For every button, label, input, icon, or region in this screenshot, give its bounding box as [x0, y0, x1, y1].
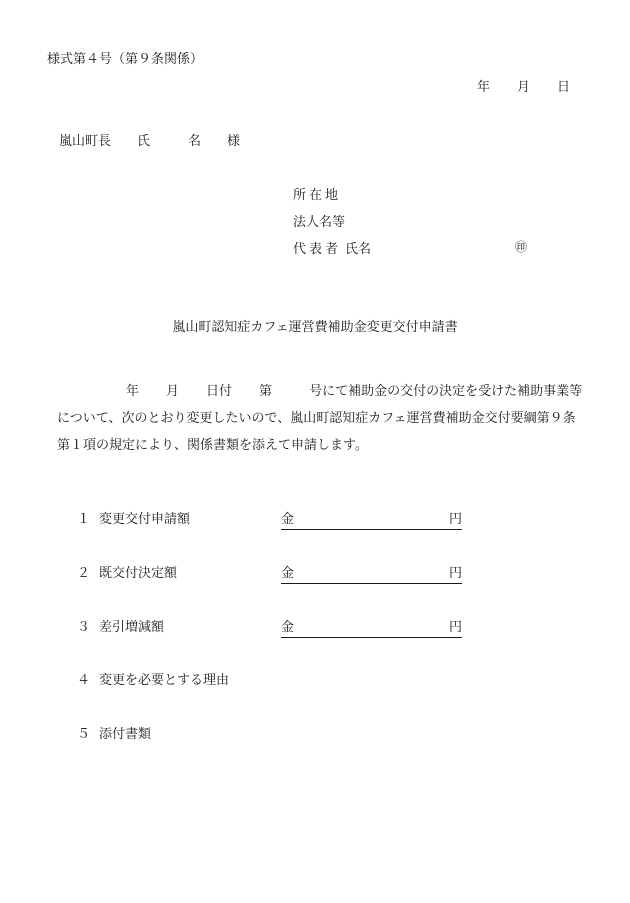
item-number: ３ — [77, 620, 91, 635]
applicant-rep — [293, 243, 371, 256]
date-month: 月 — [516, 80, 530, 95]
amount-field-2 — [281, 567, 462, 584]
applicant-address — [293, 189, 373, 202]
body-dai: 第 — [259, 384, 273, 399]
item-number: ２ — [77, 566, 91, 581]
body-gatsu: 月 — [166, 384, 180, 399]
item-2 — [77, 567, 177, 580]
body-text1: 号にて補助金の交付の決定を受けた補助事業等 — [309, 384, 583, 399]
document-title: 嵐山町認知症カフェ運営費補助金変更交付申請書 — [172, 320, 458, 335]
addressee-mei: 名 — [188, 134, 202, 149]
kin-label: 金 — [281, 512, 295, 527]
form-number: 様式第４号（第９条関係） — [47, 52, 204, 67]
applicant-corp — [293, 216, 345, 229]
item-5 — [77, 728, 151, 741]
date-line — [477, 81, 570, 94]
corp-label: 法人名等 — [293, 215, 346, 230]
item-number: ４ — [77, 673, 91, 688]
item-1 — [77, 513, 190, 526]
addressee-title: 嵐山町長 — [59, 134, 112, 149]
yen-label: 円 — [448, 566, 462, 581]
addressee-shi: 氏 — [137, 134, 151, 149]
seal-mark: ㊞ — [515, 240, 528, 254]
amount-field-1 — [281, 513, 462, 530]
addressee-sama: 様 — [227, 134, 241, 149]
address-label: 所在地 — [293, 188, 342, 203]
body-nen: 年 — [126, 384, 140, 399]
date-day: 日 — [556, 80, 570, 95]
kin-label: 金 — [281, 566, 295, 581]
item-4 — [77, 674, 229, 687]
item-label: 変更を必要とする理由 — [99, 673, 230, 688]
item-number: １ — [77, 512, 91, 527]
yen-label: 円 — [448, 620, 462, 635]
item-label: 変更交付申請額 — [99, 512, 191, 527]
yen-label: 円 — [448, 512, 462, 527]
name-label: 氏名 — [345, 242, 372, 257]
item-label: 差引増減額 — [99, 620, 165, 635]
rep-label: 代表者 — [293, 242, 342, 257]
amount-field-3 — [281, 621, 462, 638]
item-3 — [77, 621, 164, 634]
body-text2: について、次のとおり変更したいので、嵐山町認知症カフェ運営費補助金交付要綱第９条第１項の規定により、関係書類を添えて申請します。 — [57, 411, 576, 453]
body-hizuke: 日付 — [206, 384, 233, 399]
item-label: 既交付決定額 — [99, 566, 178, 581]
item-label: 添付書類 — [99, 727, 152, 742]
date-year: 年 — [476, 80, 490, 95]
item-number: ５ — [77, 727, 91, 742]
kin-label: 金 — [281, 620, 295, 635]
addressee — [59, 135, 240, 148]
body-paragraph — [57, 378, 587, 459]
